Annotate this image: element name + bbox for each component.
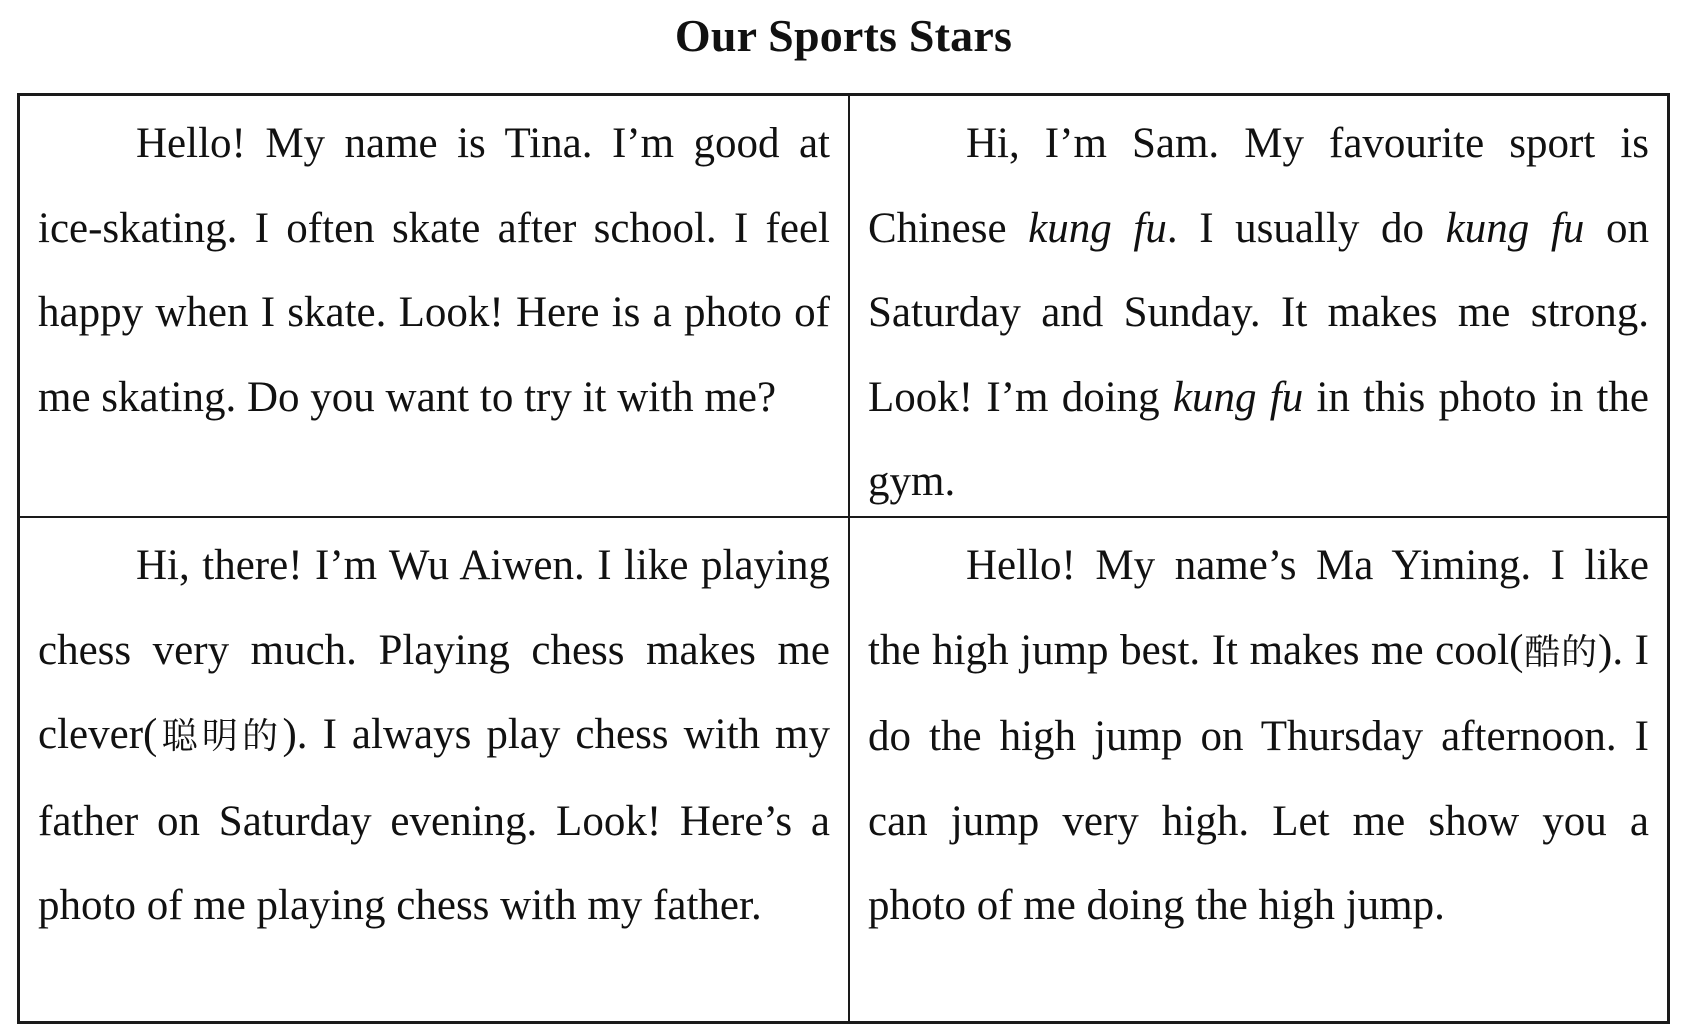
- sports-stars-table: [17, 93, 1670, 1024]
- text-run: Hi, there! I’m Wu Aiwen. I like playing chess very much. Playing chess makes me clever(: [38, 542, 830, 758]
- text-run: Hi, I’m Sam. My favourite sport is Chinese: [868, 120, 1649, 252]
- page-title: Our Sports Stars: [674, 10, 1013, 61]
- text-run: ). I always play chess with my father on Saturday evening. Look! Here’s a photo of me playing chess with my father.: [38, 711, 830, 929]
- paragraph-sam: [868, 102, 1649, 518]
- chinese-gloss: 聪明的: [157, 716, 283, 757]
- chinese-gloss: 酷的: [1523, 631, 1599, 673]
- text-run: Hello! My name is Tina. I’m good at ice-skating. I often skate after school. I feel happy when I skate. Look! Here is a photo of me skating. Do you want to try it with me?: [38, 120, 830, 421]
- text-run: ). I do the high jump on Thursday afternoon. I can jump very high. Let me show you a photo of me doing the high jump.: [868, 626, 1649, 929]
- cell-tina: [20, 96, 850, 518]
- text-run: on Saturday and Sunday. It makes me strong. Look! I’m doing: [868, 204, 1649, 421]
- text-run: in this photo in the gym.: [868, 373, 1649, 505]
- paragraph-tina: [38, 102, 830, 440]
- text-run: . I usually do: [1166, 204, 1446, 252]
- italic-term: kung fu: [1445, 204, 1585, 252]
- cell-sam: [850, 96, 1667, 518]
- italic-term: kung fu: [1028, 204, 1167, 252]
- paragraph-ma-yiming: [868, 524, 1649, 949]
- cell-ma-yiming: [850, 518, 1667, 1021]
- paragraph-wu-aiwen: [38, 524, 830, 949]
- italic-term: kung fu: [1172, 373, 1304, 421]
- cell-wu-aiwen: [20, 518, 850, 1021]
- text-run: Hello! My name’s Ma Yiming. I like the high jump best. It makes me cool(: [868, 542, 1649, 674]
